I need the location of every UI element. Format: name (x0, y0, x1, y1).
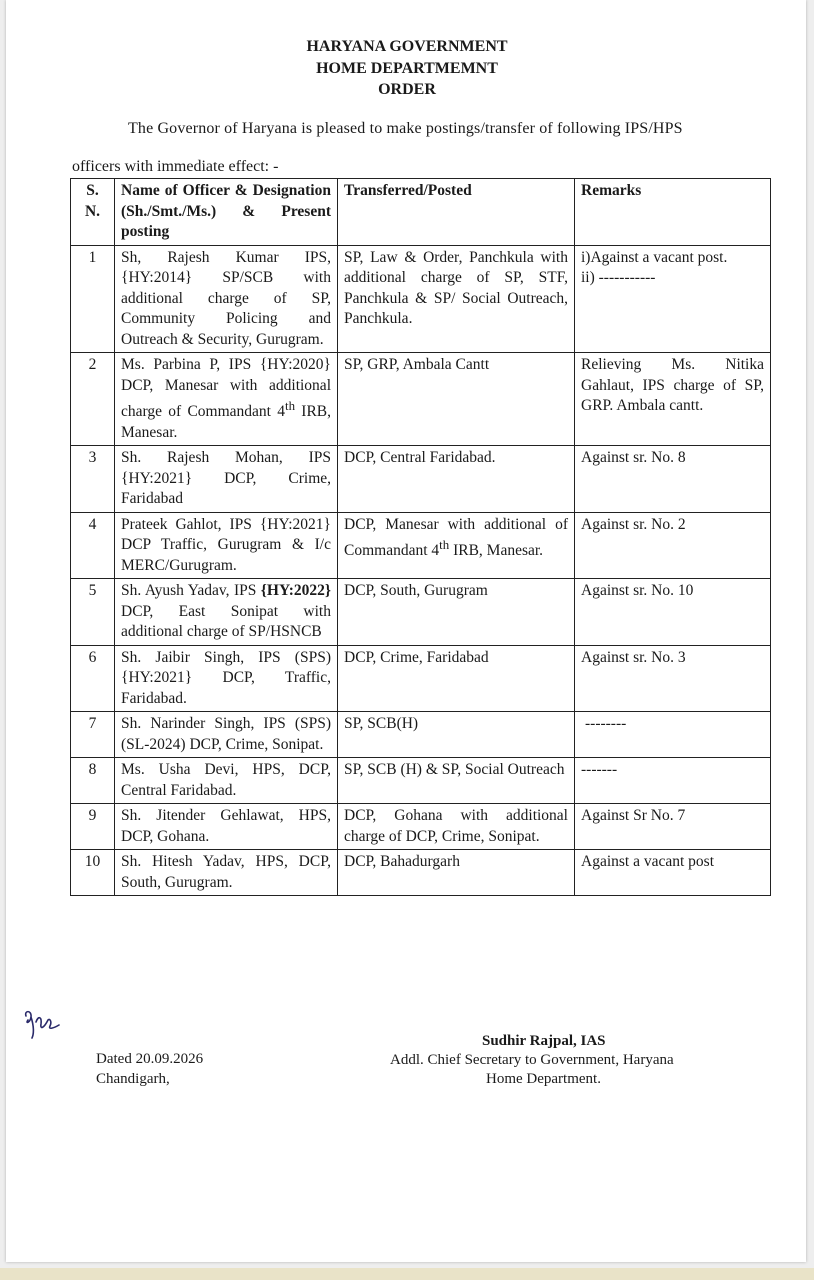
remarks: Against sr. No. 2 (575, 512, 771, 579)
officer-name: Sh. Jitender Gehlawat, HPS, DCP, Gohana. (115, 804, 338, 850)
table-row (71, 850, 771, 896)
signatory-name: Sudhir Rajpal, IAS (482, 1033, 606, 1049)
header-order: ORDER (378, 81, 436, 98)
serial-number: 9 (71, 804, 115, 850)
header-department: HOME DEPARTMEMNT (316, 60, 498, 77)
officer-name: Sh. Rajesh Mohan, IPS {HY:2021} DCP, Crime, Faridabad (115, 446, 338, 513)
table-row (71, 245, 771, 353)
table-row (71, 758, 771, 804)
header-transferred-posted: Transferred/Posted (338, 179, 575, 246)
remarks-line2: ii) ----------- (581, 269, 656, 286)
header-sn-line2: N. (84, 202, 101, 220)
serial-number: 5 (71, 579, 115, 646)
remarks: Against sr. No. 3 (575, 645, 771, 712)
intro-text-line2: officers with immediate effect: - (72, 158, 279, 175)
intro-text-line1: The Governor of Haryana is pleased to make postings/transfer of following IPS/HPS (128, 120, 683, 137)
ordinal-suffix: th (284, 398, 296, 413)
officer-name: Sh, Rajesh Kumar IPS, {HY:2014} SP/SCB with additional charge of SP, Community Policing and Outreach & Security, Gurugram. (115, 245, 338, 353)
remarks: Against sr. No. 10 (575, 579, 771, 646)
officer-name: Sh. Narinder Singh, IPS (SPS) (SL-2024) DCP, Crime, Sonipat. (115, 712, 338, 758)
posted-to-text-end: IRB, Manesar. (449, 542, 544, 560)
page-edge-strip (0, 1268, 814, 1280)
serial-number: 6 (71, 645, 115, 712)
header-government: HARYANA GOVERNMENT (306, 38, 508, 55)
remarks: Against Sr No. 7 (575, 804, 771, 850)
remarks: Relieving Ms. Nitika Gahlaut, IPS charge of SP, GRP. Ambala cantt. (575, 353, 771, 446)
remarks-line1: i)Against a vacant post. (581, 248, 728, 266)
posted-to: DCP, Gohana with additional charge of DCP, Crime, Sonipat. (338, 804, 575, 850)
ordinal-suffix: th (439, 537, 450, 553)
officer-name-text-end: DCP, East Sonipat with additional charge of SP/HSNCB (121, 602, 331, 641)
officer-name: Sh. Hitesh Yadav, HPS, DCP, South, Gurugram. (115, 850, 338, 896)
table-row (71, 804, 771, 850)
serial-number: 10 (71, 850, 115, 896)
serial-number: 1 (71, 245, 115, 353)
remarks: -------- (575, 712, 771, 758)
header-serial-number (71, 179, 115, 246)
table-row (71, 645, 771, 712)
officer-name: Ms. Usha Devi, HPS, DCP, Central Faridabad. (115, 758, 338, 804)
serial-number: 3 (71, 446, 115, 513)
header-officer-name: Name of Officer & Designation (Sh./Smt./Ms.) & Present posting (115, 179, 338, 246)
initials-signature-mark (22, 1008, 62, 1042)
officer-name: Prateek Gahlot, IPS {HY:2021} DCP Traffic, Gurugram & I/c MERC/Gurugram. (115, 512, 338, 579)
table-row (71, 446, 771, 513)
order-date: Dated 20.09.2026 (96, 1051, 204, 1067)
posted-to: DCP, Bahadurgarh (338, 850, 575, 896)
serial-number: 7 (71, 712, 115, 758)
posted-to: SP, SCB(H) (338, 712, 575, 758)
remarks: ------- (575, 758, 771, 804)
officer-name-text: Ms. Parbina P, IPS {HY:2020} DCP, Manesar with additional charge of Commandant 4 (121, 356, 331, 421)
signatory-title: Addl. Chief Secretary to Government, Haryana (390, 1052, 674, 1068)
signatory-department: Home Department. (486, 1071, 601, 1087)
serial-number: 2 (71, 353, 115, 446)
table-row (71, 579, 771, 646)
posted-to: SP, GRP, Ambala Cantt (338, 353, 575, 446)
order-place: Chandigarh, (96, 1071, 170, 1087)
batch-year-bold: {HY:2022} (260, 582, 331, 600)
header-sn-line1: S. (86, 182, 99, 199)
posted-to: DCP, South, Gurugram (338, 579, 575, 646)
posted-to-text: DCP, Manesar with additional of Commandant 4 (344, 515, 568, 560)
officer-name-text: Sh. Ayush Yadav, IPS (121, 582, 261, 600)
table-header-row (71, 179, 771, 246)
remarks (575, 245, 771, 353)
officer-name (115, 579, 338, 646)
table-row (71, 712, 771, 758)
officer-name (115, 353, 338, 446)
header-remarks: Remarks (575, 179, 771, 246)
officer-name: Sh. Jaibir Singh, IPS (SPS) {HY:2021} DCP, Traffic, Faridabad. (115, 645, 338, 712)
officer-name-text-end: IRB, Manesar. (121, 403, 332, 441)
serial-number: 8 (71, 758, 115, 804)
table-row (71, 353, 771, 446)
posted-to: DCP, Central Faridabad. (338, 446, 575, 513)
serial-number: 4 (71, 512, 115, 579)
table-row (71, 512, 771, 579)
posted-to (338, 512, 575, 579)
posted-to: SP, Law & Order, Panchkula with additional charge of SP, STF, Panchkula & SP/ Social Outreach, Panchkula. (338, 245, 575, 353)
remarks: Against a vacant post (575, 850, 771, 896)
posted-to: SP, SCB (H) & SP, Social Outreach (338, 758, 575, 804)
transfer-table (70, 178, 771, 896)
remarks: Against sr. No. 8 (575, 446, 771, 513)
posted-to: DCP, Crime, Faridabad (338, 645, 575, 712)
